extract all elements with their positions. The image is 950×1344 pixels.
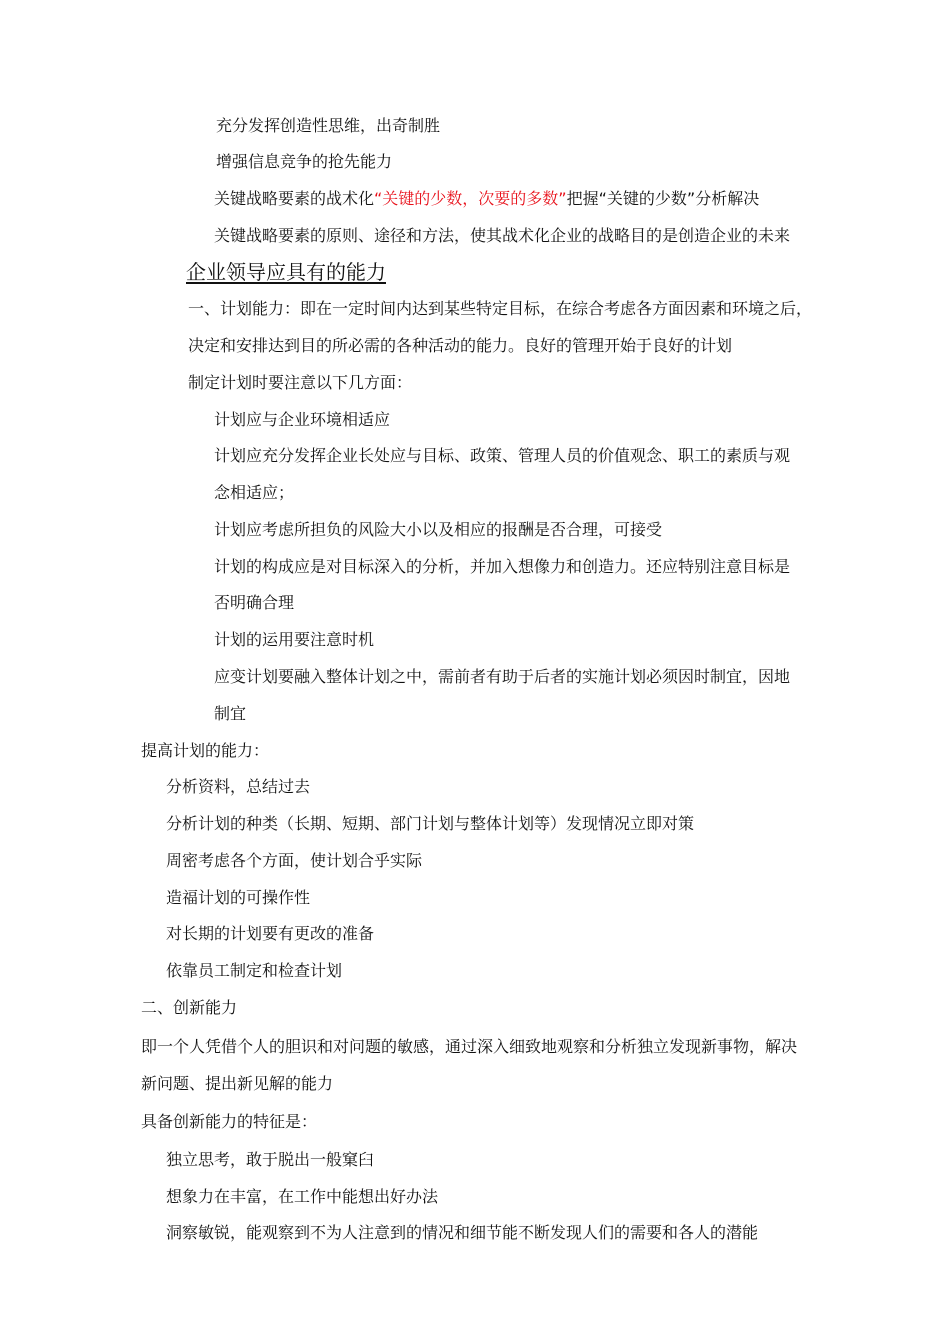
paragraph-line: 充分发挥创造性思维，出奇制胜	[216, 116, 441, 135]
definition-line: 新问题、提出新见解的能力	[141, 1074, 334, 1093]
list-item: 计划应充分发挥企业长处应与目标、政策、管理人员的价值观念、职工的素质与观	[214, 446, 791, 465]
highlighted-phrase: “关键的少数，次要的多数”	[374, 189, 567, 208]
list-item: 分析资料，总结过去	[166, 777, 311, 796]
planning-intro: 一、计划能力：即在一定时间内达到某些特定目标，在综合考虑各方面因素和环境之后，	[188, 299, 813, 318]
list-item: 想象力在丰富，在工作中能想出好办法	[166, 1187, 439, 1206]
list-item: 计划应与企业环境相适应	[214, 410, 391, 429]
list-item: 洞察敏锐，能观察到不为人注意到的情况和细节能不断发现人们的需要和各人的潜能	[166, 1223, 759, 1242]
definition-line: 即一个人凭借个人的胆识和对问题的敏感，通过深入细致地观察和分析独立发现新事物，解决	[141, 1037, 798, 1056]
list-item: 造福计划的可操作性	[166, 888, 311, 907]
paragraph-line: 关键战略要素的原则、途径和方法，使其战术化企业的战略目的是创造企业的未来	[214, 226, 791, 245]
subsection-title: 二、创新能力	[141, 998, 238, 1017]
section-heading: 企业领导应具有的能力	[186, 260, 386, 284]
list-item: 对长期的计划要有更改的准备	[166, 924, 375, 943]
subsection-title: 提高计划的能力：	[141, 741, 270, 760]
list-item: 否明确合理	[214, 593, 295, 612]
list-item: 计划应考虑所担负的风险大小以及相应的报酬是否合理，可接受	[214, 520, 663, 539]
list-item: 念相适应；	[214, 483, 295, 502]
strategy-line	[214, 188, 759, 210]
list-item: 计划的构成应是对目标深入的分析，并加入想像力和创造力。还应特别注意目标是	[214, 557, 791, 576]
planning-intro: 决定和安排达到目的所必需的各种活动的能力。良好的管理开始于良好的计划	[188, 336, 733, 355]
list-item: 周密考虑各个方面，使计划合乎实际	[166, 851, 423, 870]
list-item: 计划的运用要注意时机	[214, 630, 375, 649]
list-item: 依靠员工制定和检查计划	[166, 961, 343, 980]
strategy-suffix: 把握“关键的少数”分析解决	[566, 189, 760, 208]
list-item: 制宜	[214, 704, 247, 723]
strategy-prefix: 关键战略要素的战术化	[214, 189, 375, 208]
planning-note: 制定计划时要注意以下几方面：	[188, 373, 413, 392]
list-item: 独立思考，敢于脱出一般窠臼	[166, 1150, 375, 1169]
paragraph-line: 增强信息竞争的抢先能力	[216, 152, 393, 171]
features-title: 具备创新能力的特征是：	[141, 1112, 318, 1131]
list-item: 分析计划的种类（长期、短期、部门计划与整体计划等）发现情况立即对策	[166, 814, 695, 833]
list-item: 应变计划要融入整体计划之中，需前者有助于后者的实施计划必须因时制宜，因地	[214, 667, 791, 686]
